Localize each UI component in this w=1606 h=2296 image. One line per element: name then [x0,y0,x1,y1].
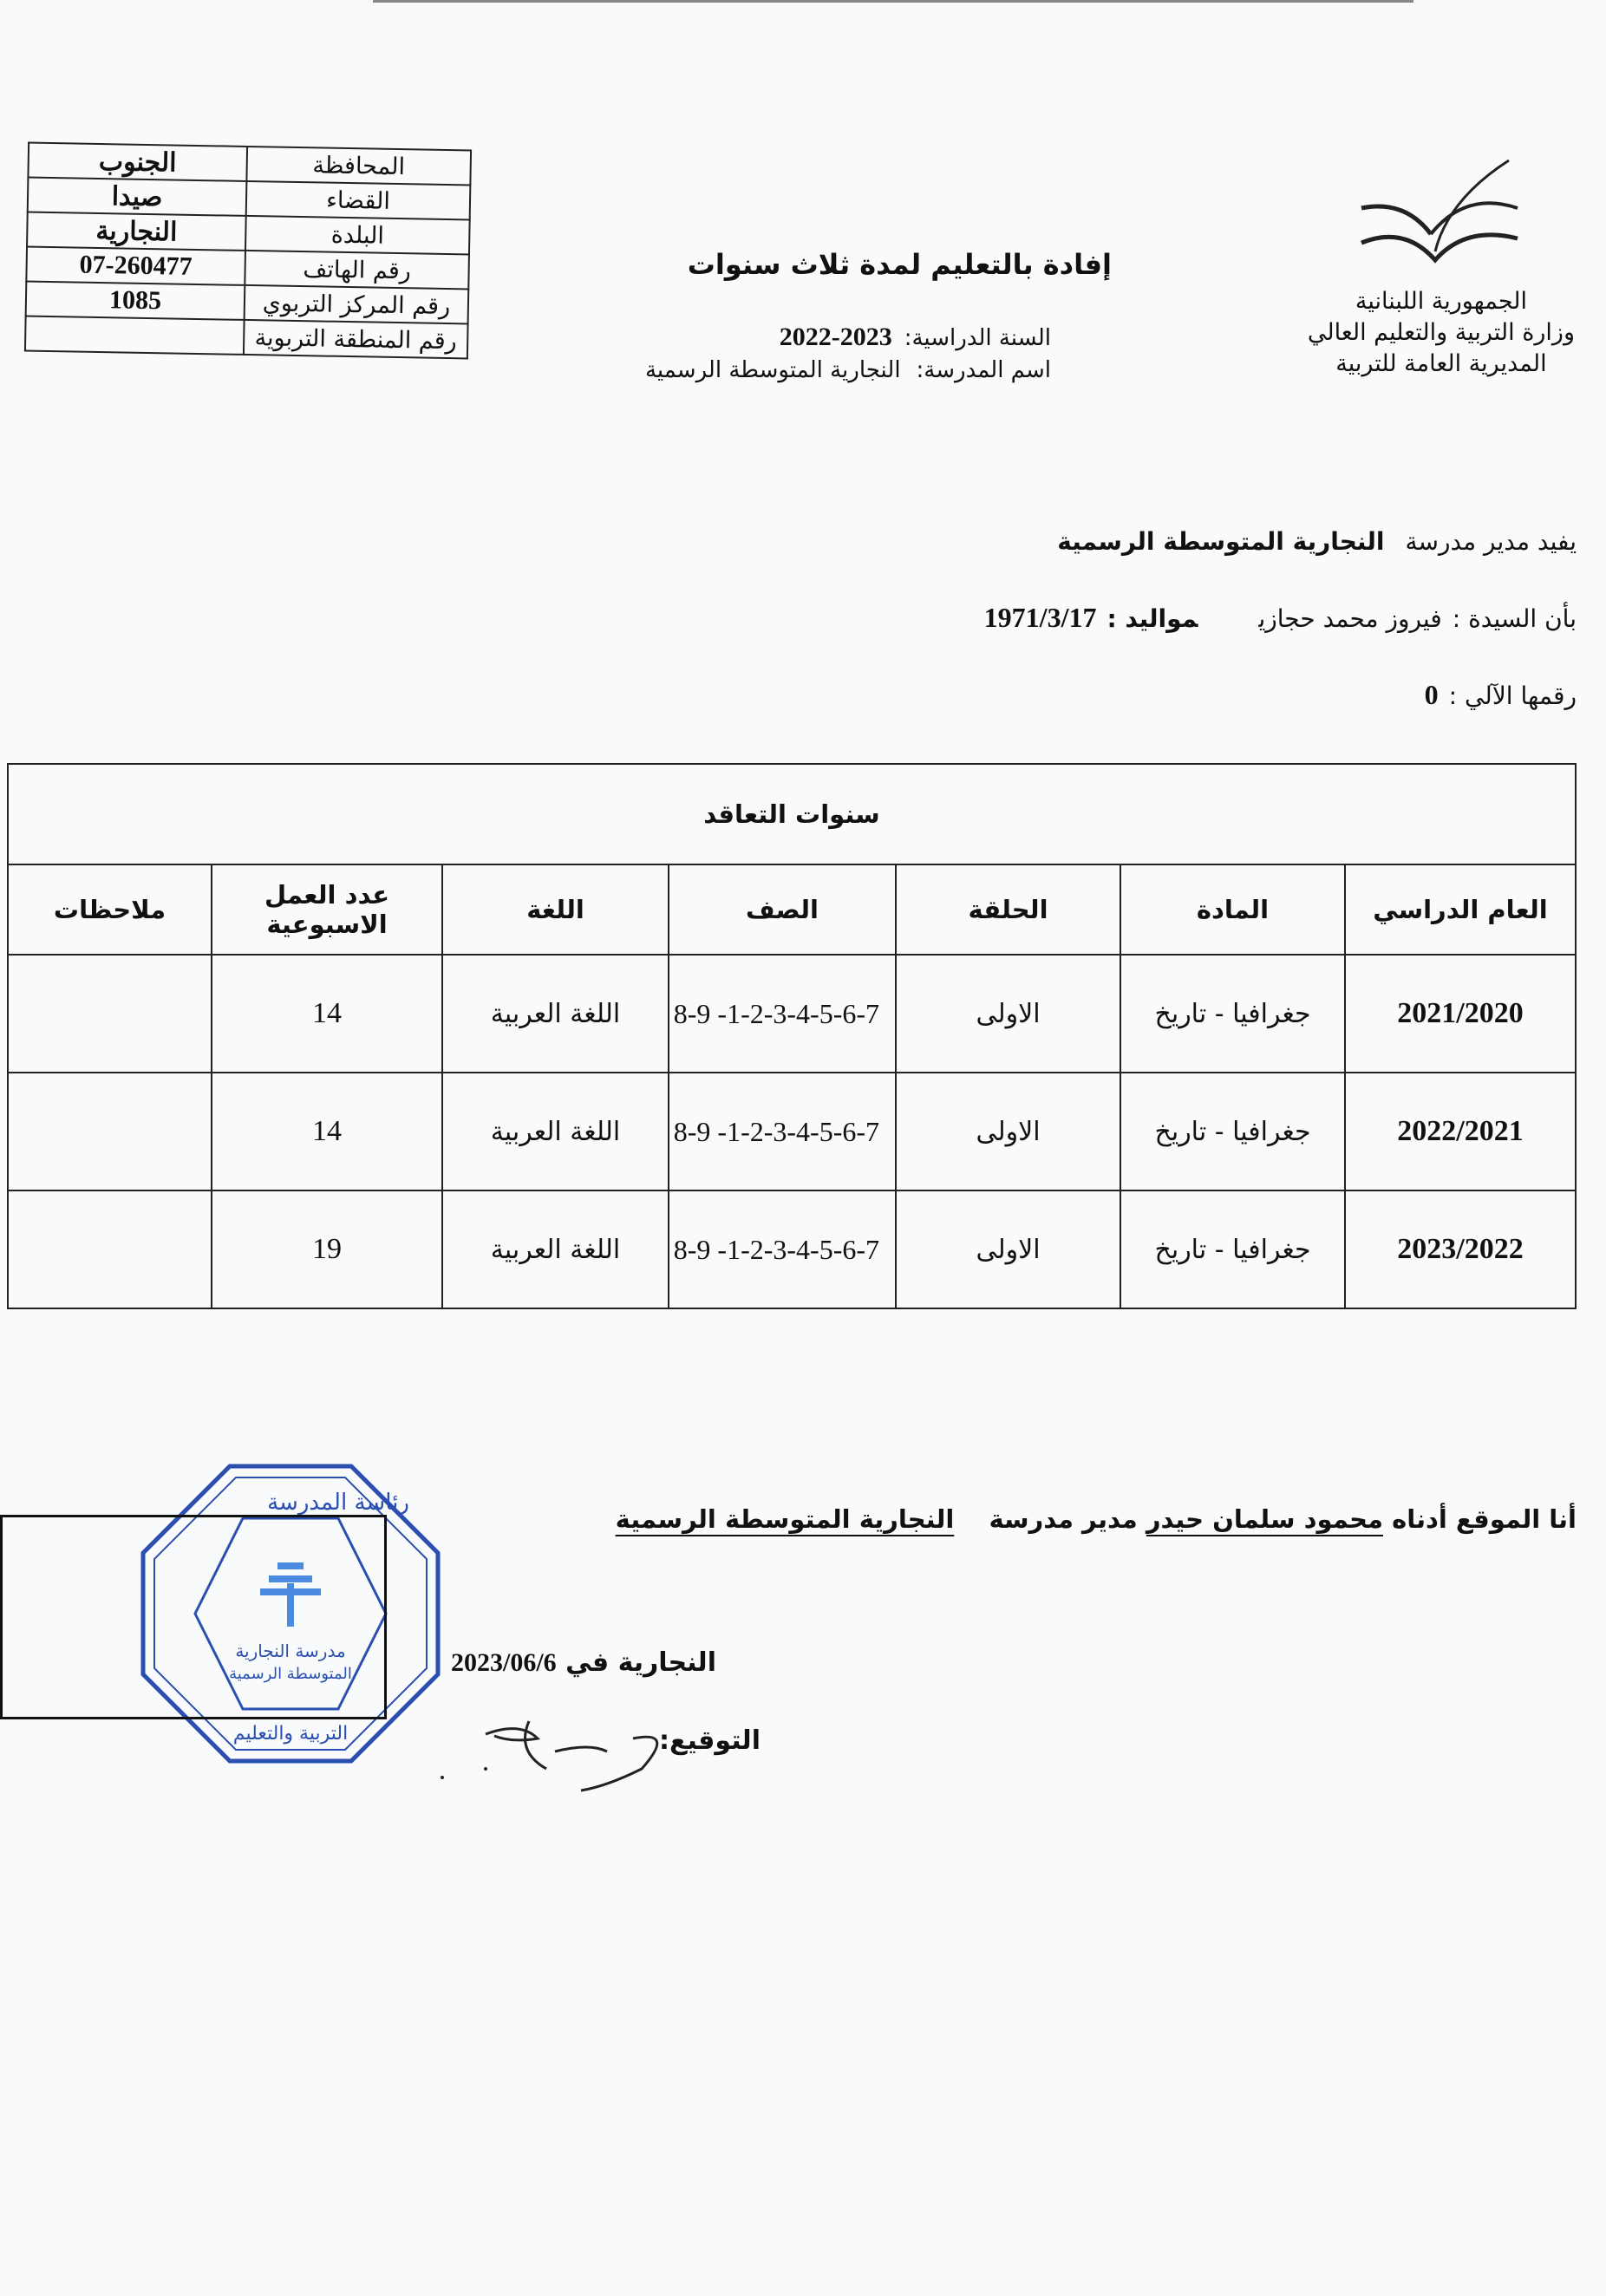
line2-prefix: بأن السيدة : [1452,604,1577,633]
principal-name: محمود سلمان حيدر [1146,1504,1383,1534]
signatory-statement [616,1504,1577,1534]
cell-cycle: الاولى [896,1073,1120,1190]
cell-weekly-hours: 14 [212,1073,442,1190]
svg-text:التربية والتعليم: التربية والتعليم [232,1723,349,1745]
table-row [8,1190,1576,1308]
info-key: القضاء [246,181,471,219]
school-value: النجارية المتوسطة الرسمية [644,357,901,383]
directorate-name: المديرية العامة للتربية [1335,350,1547,377]
info-value: صيدا [28,178,247,216]
line3-label: رقمها الآلي : [1448,682,1577,710]
cell-language: اللغة العربية [442,955,669,1073]
cell-weekly-hours: 19 [212,1190,442,1308]
sig-school: النجارية المتوسطة الرسمية [615,1504,955,1534]
info-value [25,316,245,355]
school-name [645,357,1051,383]
line1-school: النجارية المتوسطة الرسمية [1057,527,1385,556]
cell-notes [8,1073,212,1190]
table-row [8,1073,1576,1190]
info-key: البلدة [245,216,470,254]
signature-scribble-icon [434,1717,694,1795]
document-title: إفادة بالتعليم لمدة ثلاث سنوات [687,248,1112,281]
table-row [8,955,1576,1073]
cell-subject: جغرافيا - تاريخ [1120,1073,1345,1190]
cell-year: 2021/2020 [1345,955,1576,1073]
signature-label: التوقيع: [659,1725,761,1756]
ministry-name: وزارة التربية والتعليم العالي [1307,319,1575,346]
column-header: عدد العمل الاسبوعية [212,864,442,955]
svg-text:رئاسة المدرسة: رئاسة المدرسة [267,1490,409,1516]
sig-prefix: أنا الموقع أدناه [1392,1504,1577,1534]
cell-grades: 1-2-3-4-5-6-7- 8-9 [669,1190,896,1308]
info-value: 07-260477 [26,247,245,285]
cell-notes [8,1190,212,1308]
cell-cycle: الاولى [896,955,1120,1073]
table-header-row [8,864,1576,955]
column-header: العام الدراسي [1345,864,1576,955]
info-key: المحافظة [246,147,471,185]
cell-grades: 1-2-3-4-5-6-7- 8-9 [669,955,896,1073]
info-key: رقم المركز التربوي [245,285,469,323]
table-row [25,316,468,359]
cell-language: اللغة العربية [442,1190,669,1308]
teacher-name: فيروز محمد حجازي [1258,604,1442,633]
ministry-logo-icon [1353,156,1552,277]
line3-value: 0 [1424,679,1439,710]
ministry-header [1308,286,1575,380]
column-header: الحلقة [896,864,1120,955]
stamp-overlay-box [0,1515,387,1719]
cell-notes [8,955,212,1073]
cell-grades: 1-2-3-4-5-6-7- 8-9 [669,1073,896,1190]
cell-subject: جغرافيا - تاريخ [1120,1190,1345,1308]
body-line-2 [984,602,1577,634]
dob-value: 1971/3/17 [983,602,1097,633]
body-line-1 [1057,527,1577,556]
principal-role: مدير مدرسة [989,1504,1138,1534]
svg-text:مدرسة النجارية: مدرسة النجارية [235,1640,346,1661]
info-value: النجارية [27,212,246,251]
column-header: الصف [669,864,896,955]
cell-language: اللغة العربية [442,1073,669,1190]
year-value: 2023-2022 [779,323,892,351]
column-header: المادة [1120,864,1345,955]
table-caption: سنوات التعاقد [8,764,1576,864]
cell-year: 2022/2021 [1345,1073,1576,1190]
date-value: 2023/06/6 [451,1648,557,1677]
republic-name: الجمهورية اللبنانية [1355,288,1527,315]
info-value: الجنوب [28,143,247,181]
cell-cycle: الاولى [896,1190,1120,1308]
cell-subject: جغرافيا - تاريخ [1120,955,1345,1073]
year-label: السنة الدراسية: [904,325,1051,351]
school-year [780,323,1051,352]
body-line-3 [1425,679,1577,711]
contract-years-table [7,763,1577,1309]
info-key: رقم الهاتف [245,251,469,289]
cell-weekly-hours: 14 [212,955,442,1073]
school-label: اسم المدرسة: [916,357,1051,383]
info-value: 1085 [26,282,245,320]
svg-text:المتوسطة الرسمية: المتوسطة الرسمية [229,1665,352,1683]
column-header: اللغة [442,864,669,955]
scan-edge [373,0,1413,3]
school-info-table [24,142,472,360]
column-header: ملاحظات [8,864,212,955]
place-label: النجارية في [565,1647,716,1678]
line1-prefix: يفيد مدير مدرسة [1405,527,1577,556]
place-date [451,1647,716,1678]
info-key: رقم المنطقة التربوية [244,320,468,358]
cell-year: 2023/2022 [1345,1190,1576,1308]
dob-label: مواليد : [1107,604,1198,633]
